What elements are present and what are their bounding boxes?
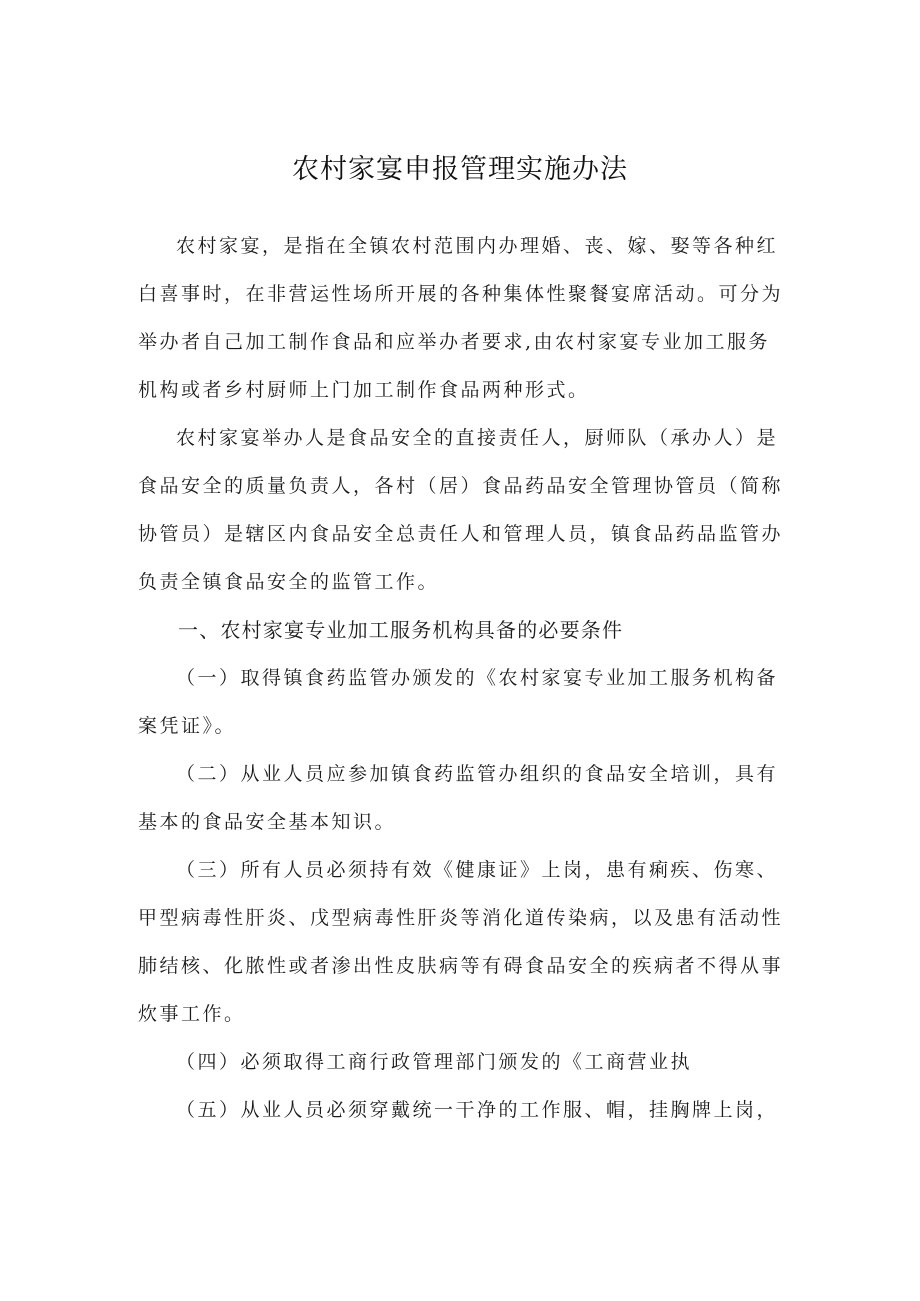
- list-item-5: [138, 1086, 798, 1134]
- text-line: （二）从业人员应参加镇食药监管办组织的食品安全培训，具有: [176, 763, 779, 785]
- list-item-4: [138, 1038, 798, 1086]
- text-line: 甲型病毒性肝炎、戊型病毒性肝炎等消化道传染病，以及患有活动性: [138, 907, 784, 929]
- text-line: 农村家宴举办人是食品安全的直接责任人，厨师队（承办人）是: [176, 427, 779, 449]
- list-item-2: [138, 750, 798, 846]
- list-item-3: [138, 846, 798, 1038]
- text-line: 白喜事时，在非营运性场所开展的各种集体性聚餐宴席活动。可分为: [138, 283, 784, 305]
- text-line: 举办者自己加工制作食品和应举办者要求,由农村家宴专业加工服务: [138, 331, 771, 353]
- text-line: （四）必须取得工商行政管理部门颁发的《工商营业执: [176, 1051, 693, 1073]
- text-line: 炊事工作。: [138, 1003, 246, 1025]
- paragraph-definition: [138, 222, 798, 414]
- text-line: 案凭证》。: [138, 715, 237, 737]
- text-line: 食品安全的质量负责人，各村（居）食品药品安全管理协管员（简称: [138, 475, 784, 497]
- paragraph-responsibility: [138, 414, 798, 606]
- text-line: 肺结核、化脓性或者渗出性皮肤病等有碍食品安全的疾病者不得从事: [138, 955, 784, 977]
- text-line: （三）所有人员必须持有效《健康证》上岗，患有痢疾、伤寒、: [176, 859, 779, 881]
- text-line: 负责全镇食品安全的监管工作。: [138, 571, 440, 593]
- text-line: 协管员）是辖区内食品安全总责任人和管理人员，镇食品药品监管办: [138, 523, 784, 545]
- text-line: （一）取得镇食药监管办颁发的《农村家宴专业加工服务机构备: [176, 667, 779, 689]
- text-line: （五）从业人员必须穿戴统一干净的工作服、帽，挂胸牌上岗，: [176, 1099, 779, 1121]
- text-line: 基本的食品安全基本知识。: [138, 811, 397, 833]
- list-item-1: [138, 654, 798, 750]
- section-heading-text: 一、农村家宴专业加工服务机构具备的必要条件: [178, 618, 624, 642]
- text-line: 机构或者乡村厨师上门加工制作食品两种形式。: [138, 379, 590, 401]
- text-line: 农村家宴，是指在全镇农村范围内办理婚、丧、嫁、娶等各种红: [176, 235, 779, 257]
- document-title: 农村家宴申报管理实施办法: [292, 154, 628, 185]
- section-heading: [138, 606, 798, 654]
- document-body: [138, 222, 798, 1134]
